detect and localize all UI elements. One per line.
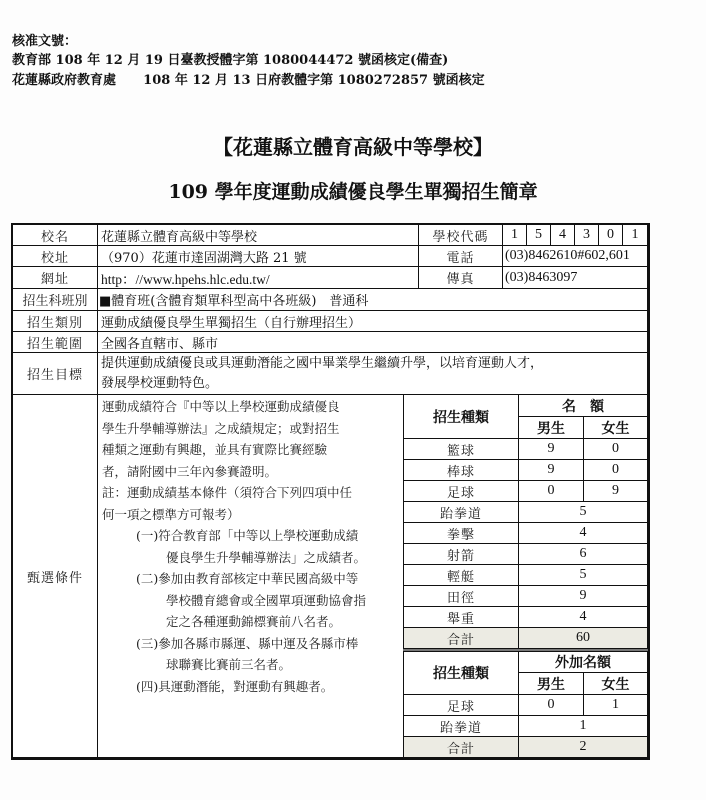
selection-line: 學生升學輔導辦法』之成績規定；或對招生 <box>102 420 340 436</box>
extra-female-count: 1 <box>583 694 648 716</box>
quota-header: 名 額 <box>518 394 648 417</box>
quota-male-count: 9 <box>518 438 584 460</box>
school-code-label: 學校代碼 <box>418 224 503 246</box>
school-name-value: 花蓮縣立體育高級中等學校 <box>97 224 419 246</box>
goal-line: 提供運動成績優良或具運動潛能之國中畢業學生繼續升學，以培育運動人才， <box>101 355 544 371</box>
approval-heading: 核准文號： <box>12 34 78 49</box>
extra-total-label: 合計 <box>403 736 519 758</box>
selection-item: (二)參加由教育部核定中華民國高級中等 <box>136 571 359 586</box>
quota-sport: 舉重 <box>403 606 519 628</box>
quota-sport: 拳擊 <box>403 522 519 544</box>
extra-sport: 足球 <box>403 694 519 716</box>
phone-value: (03)8462610#602,601 <box>502 245 648 267</box>
extra-type-header: 招生種類 <box>403 651 519 695</box>
address-value: （970）花蓮市達固湖灣大路 21 號 <box>97 245 419 267</box>
extra-male-header: 男生 <box>518 672 584 695</box>
quota-sport: 輕艇 <box>403 564 519 586</box>
selection-item: 定之各種運動錦標賽前八名者。 <box>166 614 342 629</box>
selection-item: 學校體育總會或全國單項運動協會指 <box>166 592 367 608</box>
school-title: 【花蓮縣立體育高級中等學校】 <box>213 135 493 159</box>
fax-label: 傳真 <box>418 266 503 289</box>
scope-value: 全國各直轄市、縣市 <box>97 331 648 353</box>
quota-female-count: 9 <box>583 480 648 502</box>
school-code-digit: 5 <box>526 224 551 246</box>
quota-male-count: 0 <box>518 480 584 502</box>
extra-total-value: 2 <box>518 736 648 758</box>
selection-text <box>102 396 366 697</box>
school-code-digit: 1 <box>502 224 527 246</box>
school-code-digit: 1 <box>622 224 648 246</box>
scope-label: 招生範圍 <box>12 331 98 353</box>
class-value: ■體育班(含體育類單科型高中各班級) 普通科 <box>97 288 648 311</box>
document-title: 109 學年度運動成績優良學生單獨招生簡章 <box>168 181 538 203</box>
quota-male-count: 9 <box>518 459 584 481</box>
school-code-digit: 4 <box>550 224 575 246</box>
quota-count: 5 <box>518 501 648 523</box>
extra-count: 1 <box>518 715 648 737</box>
address-label: 校址 <box>12 245 98 267</box>
quota-type-header: 招生種類 <box>403 394 519 439</box>
extra-sport: 跆拳道 <box>403 715 519 737</box>
quota-sport: 射箭 <box>403 543 519 565</box>
fax-value: (03)8463097 <box>502 266 648 289</box>
quota-total-label: 合計 <box>403 627 519 649</box>
quota-sport: 棒球 <box>403 459 519 481</box>
selection-line: 者，請附國中三年內參賽證明。 <box>102 463 278 479</box>
selection-item: (三)參加各縣市縣運、縣中運及各縣市棒 <box>136 635 359 651</box>
school-code-digit: 3 <box>574 224 599 246</box>
selection-item: 優良學生升學輔導辦法」之成績者。 <box>166 549 367 565</box>
quota-count: 5 <box>518 564 648 586</box>
quota-female-header: 女生 <box>583 416 648 439</box>
quota-sport: 足球 <box>403 480 519 502</box>
school-name-label: 校名 <box>12 224 98 246</box>
school-code-digit: 0 <box>598 224 623 246</box>
extra-male-count: 0 <box>518 694 584 716</box>
selection-item: (四)具運動潛能，對運動有興趣者。 <box>136 678 334 694</box>
quota-total-value: 60 <box>518 627 648 649</box>
goal-value <box>97 352 648 395</box>
goal-line: 發展學校運動特色。 <box>101 375 219 391</box>
quota-female-count: 0 <box>583 459 648 481</box>
quota-count: 4 <box>518 522 648 544</box>
phone-label: 電話 <box>418 245 503 267</box>
quota-sport: 跆拳道 <box>403 501 519 523</box>
extra-female-header: 女生 <box>583 672 648 695</box>
website-link[interactable]: http：//www.hpehs.hlc.edu.tw/ <box>97 266 419 289</box>
approval-line-county: 花蓮縣政府教育處 108 年 12 月 13 日府教體字第 1080272857 號函核定 <box>12 73 485 88</box>
approval-line-moe: 教育部 108 年 12 月 19 日臺教授體字第 1080044472 號函核定(備查) <box>12 53 449 68</box>
selection-line: 註：運動成績基本條件（須符合下列四項中任 <box>102 485 353 500</box>
extra-quota-header: 外加名額 <box>518 651 648 673</box>
quota-sport: 田徑 <box>403 585 519 607</box>
quota-sport: 籃球 <box>403 438 519 460</box>
quota-count: 4 <box>518 606 648 628</box>
quota-count: 6 <box>518 543 648 565</box>
quota-female-count: 0 <box>583 438 648 460</box>
quota-male-header: 男生 <box>518 416 584 439</box>
website-label: 網址 <box>12 266 98 289</box>
selection-line: 種類之運動有興趣，並具有實際比賽經驗 <box>102 442 328 457</box>
selection-line: 何一項之標準方可報考） <box>102 506 240 522</box>
selection-item: (一)符合教育部「中等以上學校運動成績 <box>136 528 359 543</box>
quota-count: 9 <box>518 585 648 607</box>
selection-line: 運動成績符合『中等以上學校運動成績優良 <box>102 399 340 414</box>
category-label: 招生類別 <box>12 310 98 332</box>
class-label: 招生科班別 <box>12 288 98 311</box>
selection-item: 球聯賽比賽前三名者。 <box>166 657 292 672</box>
goal-label: 招生目標 <box>12 352 98 395</box>
selection-label: 甄選條件 <box>12 394 98 758</box>
category-value: 運動成績優良學生單獨招生（自行辦理招生） <box>97 310 648 332</box>
